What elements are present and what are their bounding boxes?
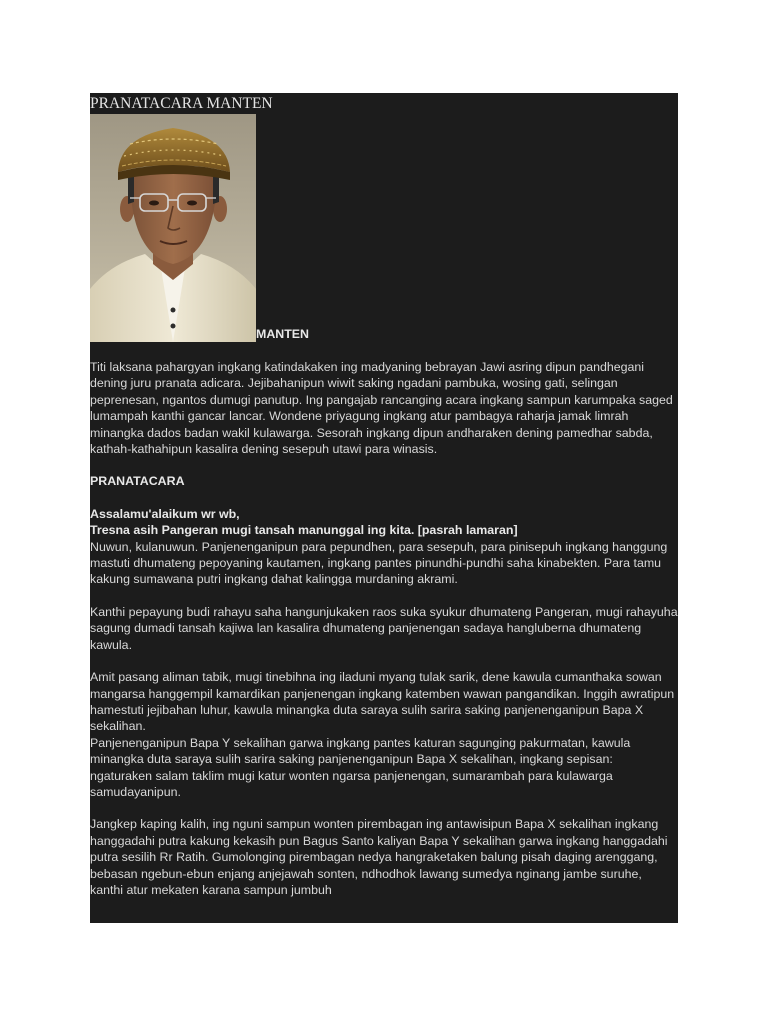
paragraph-3a: Amit pasang aliman tabik, mugi tinebihna ing iladuni myang tulak sarik, dene kawula cumanthaka sowan mangarsa hanggempil kamardikan panjenengan ingkang katemben wawan pangandikan. Inggih awratipun hamestuti jejibahan luhur, kawula minangka duta saraya sulih sarira saking panjenenganipun Bapa X sekalihan.: [90, 670, 675, 734]
paragraph-4: Jangkep kaping kalih, ing nguni sampun wonten pirembagan ing antawisipun Bapa X sekalihan ingkang hanggadahi putra kakung kekasih pun Bagus Santo kaliyan Bapa Y sekalihan garwa ingkang hanggadahi putra sesilih Rr Ratih. Gumolonging pirembagan nedya hangraketaken balung pisah daging arenggang, bebasan ngebun-ebun enjang anjejawah sonten, ndhodhok lawang sumedya nginang jambe suruhe, kanthi atur mekaten karana sampun jumbuh: [90, 817, 668, 897]
page-title: PRANATACARA MANTEN: [90, 95, 273, 112]
paragraph-3b: Panjenenganipun Bapa Y sekalihan garwa ingkang pantes katuran sagunging pakurmatan, kawula minangka duta saraya sulih sarira saking panjenenganipun Bapa X sekalihan, ingkang sepisan: ngaturaken salam taklim mugi katur wonten ngarsa panjenengan, sumarambah para kulawarga samudayanipun.: [90, 735, 631, 799]
paragraph-1: Nuwun, kulanuwun. Panjenenganipun para pepundhen, para sesepuh, para pinisepuh ingkang hanggung mastuti dhumateng pepoyaning kautamen, ingkang pantes pinundhi-pundhi saha kinabekten. Para tamu kakung sumawana putri ingkang dahat kalingga murdaning akrami.: [90, 539, 668, 587]
photo-caption: MANTEN: [256, 327, 309, 341]
document-page: [90, 93, 678, 923]
intro-paragraph: Titi laksana pahargyan ingkang katindakaken ing madyaning bebrayan Jawi asring dipun pandhegani dening juru pranata adicara. Jejibahanipun wiwit saking ngadani pambuka, wosing gati, selingan peprenesan, ngantos dumugi panutup. Ing pangajab rancanging acara ingkang sampun karumpaka saged lumampah kanthi gancar lancar. Wondene priyagung ingkang atur pambagya raharja jamak limrah minangka dados badan wakil kulawarga. Sesorah ingkang dipun andharaken dening pamedhar sabda, kathah-kathahipun kasalira dening sesepuh utawi para winasis.: [90, 360, 673, 457]
portrait-illustration: [90, 114, 256, 342]
greeting-line: Assalamu'alaikum wr wb,: [90, 506, 240, 521]
portrait-photo: [90, 114, 256, 342]
paragraph-2: Kanthi pepayung budi rahayu saha hangunjukaken raos suka syukur dhumateng Pangeran, mugi rahayuha sagung dumadi tansah kajiwa lan kasalira dhumateng panjenengan sadaya hangluberna dhumateng kawula.: [90, 604, 678, 652]
prayer-line: Tresna asih Pangeran mugi tansah manunggal ing kita. [pasrah lamaran]: [90, 523, 518, 538]
photo-row: [90, 114, 678, 342]
section-heading: PRANATACARA: [90, 474, 185, 489]
